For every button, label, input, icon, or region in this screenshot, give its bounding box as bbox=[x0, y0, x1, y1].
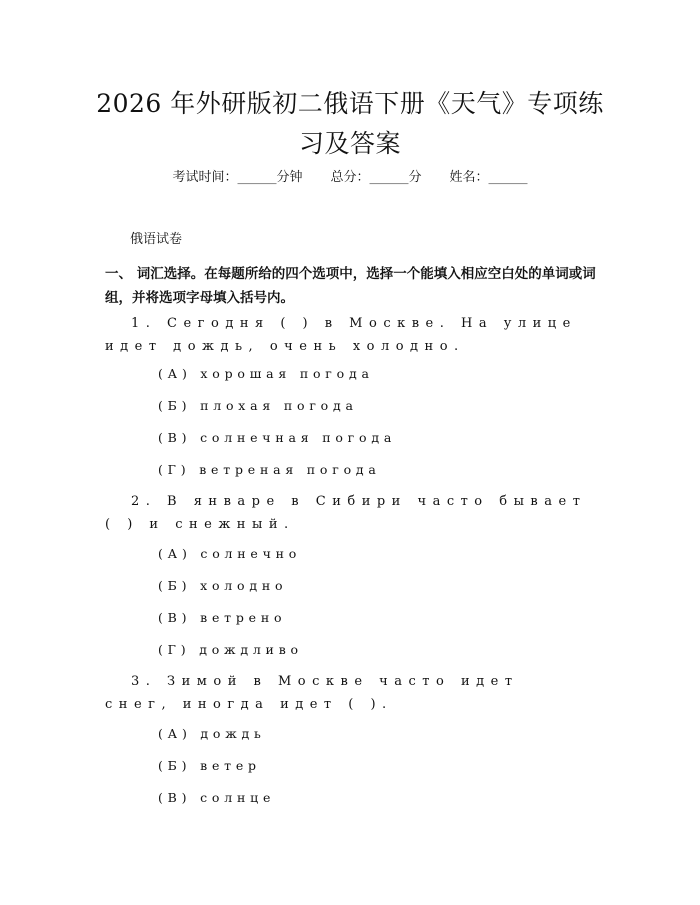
question-1-option-d: (Г) ветреная погода bbox=[158, 462, 381, 477]
question-1-option-a: (А) хорошая погода bbox=[158, 366, 374, 381]
question-1-option-c: (В) солнечная погода bbox=[158, 430, 397, 445]
part-heading: 一、 词汇选择。在每题所给的四个选项中，选择一个能填入相应空白处的单词或词组，并将选项字母填入括号内。 bbox=[105, 266, 596, 306]
question-2-option-c: (В) ветрено bbox=[158, 610, 287, 625]
question-1-option-b: (Б) плохая погода bbox=[158, 398, 358, 413]
exam-info-row bbox=[0, 168, 700, 188]
section-label: 俄语试卷 bbox=[130, 232, 183, 247]
page-title: 2026 年外研版初二俄语下册《天气》专项练习及答案 bbox=[96, 89, 604, 158]
question-3: 3. Зимой в Москве часто идет снег, иногда идет ( ). bbox=[105, 674, 519, 712]
question-3-option-a: (А) дождь bbox=[158, 726, 266, 741]
question-3-option-c: (В) солнце bbox=[158, 790, 276, 805]
question-1: 1. Сегодня ( ) в Москве. На улице идет дождь, очень холодно. bbox=[105, 316, 577, 354]
question-2: 2. В январе в Сибири часто бывает ( ) и снежный. bbox=[105, 494, 587, 532]
question-2-option-b: (Б) холодно bbox=[158, 578, 288, 593]
student-name-label: 姓名：______ bbox=[449, 170, 528, 185]
total-score-label: 总分：______分 bbox=[330, 170, 422, 185]
question-2-option-a: (А) солнечно bbox=[158, 546, 302, 561]
question-3-option-b: (Б) ветер bbox=[158, 758, 261, 773]
question-2-option-d: (Г) дождливо bbox=[158, 642, 303, 657]
exam-time-label: 考试时间：______分钟 bbox=[172, 170, 303, 185]
